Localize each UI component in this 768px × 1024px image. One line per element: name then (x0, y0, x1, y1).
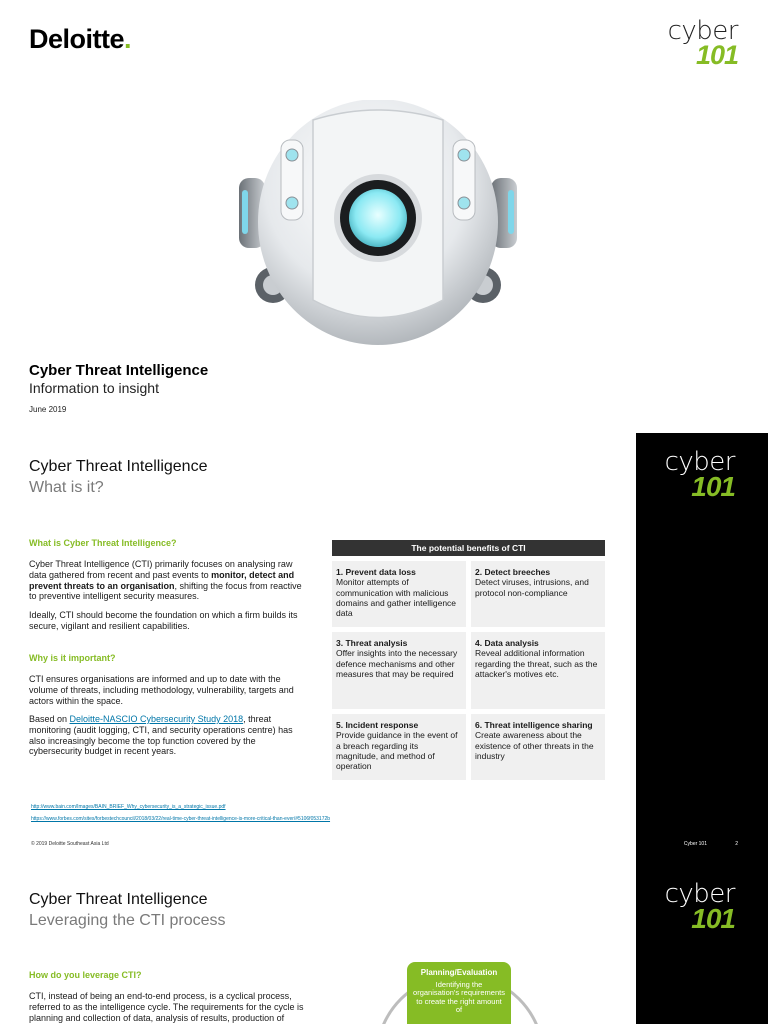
page-leveraging-cti (0, 863, 768, 1024)
why-heading: Why is it important? (29, 653, 116, 663)
benefit-cell: 6. Threat intelligence sharing Create awareness about the existence of other threats in the industry (471, 714, 605, 780)
reference-link-1[interactable]: http://www.bain.com/Images/BAIN_BRIEF_Why_cybersecurity_is_a_strategic_issue.pdf (31, 804, 226, 810)
cover-page (0, 0, 768, 433)
side-panel (636, 433, 768, 863)
deloitte-logo: Deloitte. (29, 24, 132, 54)
benefits-table (332, 540, 605, 780)
cover-subtitle: Information to insight (29, 380, 159, 396)
robot-head-illustration (233, 100, 523, 350)
page-what-is-cti (0, 433, 768, 863)
cycle-paragraph: CTI, instead of being an end-to-end process, is a cyclical process, referred to as the intelligence cycle. The requirements for the cycle is planning and collection of data, analysis of results, production of (29, 991, 304, 1023)
what-is-heading: What is Cyber Threat Intelligence? (29, 538, 177, 548)
section-subtitle: Leveraging the CTI process (29, 912, 226, 929)
cyber101-logo: cyber 101 (664, 447, 735, 503)
importance-paragraph: CTI ensures organisations are informed and up to date with the volume of threats, including methodology, vulnerability, targets and actors within the space. (29, 674, 294, 706)
benefit-cell: 5. Incident response Provide guidance in the event of a breach regarding its magnitude, and method of operation (332, 714, 466, 780)
study-link[interactable]: Deloitte-NASCIO Cybersecurity Study 2018 (69, 714, 244, 724)
cyber101-logo: cyber 101 (667, 16, 738, 71)
page-footer-label: Cyber 101 (683, 841, 707, 847)
cyber101-logo: cyber 101 (664, 879, 735, 935)
study-paragraph: Based on Deloitte-NASCIO Cybersecurity Study 2018, threat monitoring (audit logging, CTI, and security operations centre) has also increasingly become the top function covered by the cybersecurity budget in recent years. (29, 714, 293, 757)
cover-date: June 2019 (29, 405, 67, 414)
page-number: 2 (735, 841, 738, 847)
cover-title: Cyber Threat Intelligence (29, 362, 209, 379)
side-panel (636, 863, 768, 1024)
benefit-cell: 3. Threat analysis Offer insights into the necessary defence mechanisms and other measures that may be required (332, 632, 466, 709)
how-heading: How do you leverage CTI? (29, 970, 142, 980)
benefit-cell: 1. Prevent data loss Monitor attempts of communication with malicious domains and gather intelligence data (332, 561, 466, 627)
benefit-cell: 4. Data analysis Reveal additional information regarding the threat, such as the attacker's motives etc. (471, 632, 605, 709)
planning-evaluation-box: Planning/Evaluation Identifying the organisation's requirements to create the right amount of (407, 962, 511, 1024)
intro-paragraph: Cyber Threat Intelligence (CTI) primarily focuses on analysing raw data gathered from recent and past events to monitor, detect and prevent threats to an organisation, shifting the focus from reactive to preventive intelligent security measures. (29, 559, 302, 602)
reference-link-2[interactable]: https://www.forbes.com/sites/forbestechcouncil/2018/03/22/real-time-cyber-threat-intelligence-is-more-critical-than-ever/#5106f053172b (31, 816, 331, 822)
foundation-paragraph: Ideally, CTI should become the foundation on which a firm builds its secure, vigilant and resilient capabilities. (29, 610, 298, 631)
copyright: © 2019 Deloitte Southeast Asia Ltd (31, 841, 109, 847)
benefit-cell: 2. Detect breeches Detect viruses, intrusions, and protocol non-compliance (471, 561, 605, 627)
section-title: Cyber Threat Intelligence (29, 891, 208, 908)
benefits-header: The potential benefits of CTI (332, 540, 605, 556)
section-subtitle: What is it? (29, 479, 104, 496)
section-title: Cyber Threat Intelligence (29, 458, 208, 475)
